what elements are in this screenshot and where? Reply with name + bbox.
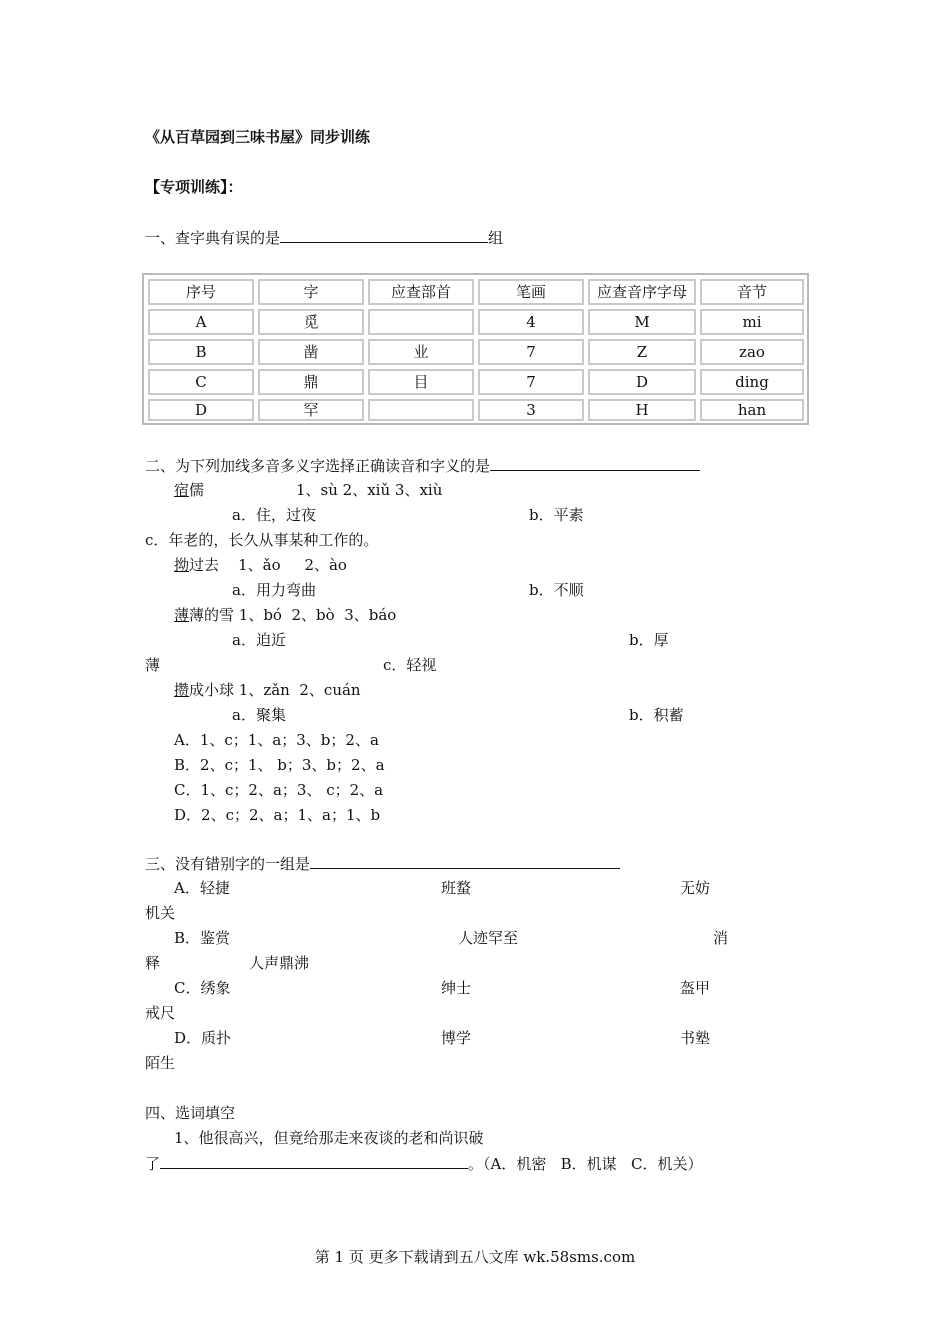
q2-item-3-meaning-b: b．厚 bbox=[629, 631, 669, 649]
q3-option-a-word: 班蝥 bbox=[441, 879, 472, 897]
answer-blank[interactable] bbox=[310, 853, 620, 869]
table-header-cell: 音节 bbox=[700, 279, 804, 305]
underlined-char: 薄 bbox=[174, 606, 190, 624]
q3-option-a-word: 无妨 bbox=[680, 879, 711, 897]
q2-item-3-meaning-b-cont: 薄 bbox=[145, 656, 161, 674]
q2-item-4-meaning-b: b．积蓄 bbox=[629, 706, 684, 724]
q2-item-1 bbox=[174, 480, 204, 500]
q3-option-a-word: 机关 bbox=[145, 904, 176, 922]
q2-item-2-meaning-a: a．用力弯曲 bbox=[232, 581, 316, 599]
question-1-suffix: 组 bbox=[488, 229, 504, 247]
table-header-cell: 字 bbox=[258, 279, 364, 305]
table-cell: 3 bbox=[478, 399, 584, 421]
page-footer: 第 1 页 更多下载请到五八文库 wk.58sms.com bbox=[314, 1248, 636, 1266]
q3-option-b-word: 释 bbox=[145, 954, 161, 972]
table-cell: 目 bbox=[368, 369, 474, 395]
table-cell: 7 bbox=[478, 369, 584, 395]
table-cell: C bbox=[148, 369, 254, 395]
underlined-char: 拗 bbox=[174, 556, 190, 574]
answer-blank[interactable] bbox=[280, 227, 488, 243]
table-header-cell: 笔画 bbox=[478, 279, 584, 305]
q3-option-c[interactable]: C．绣象 bbox=[174, 979, 231, 997]
q2-item-2 bbox=[174, 555, 347, 575]
section-heading: 【专项训练】： bbox=[145, 178, 243, 196]
q2-item-3 bbox=[174, 605, 396, 625]
q3-option-b-word: 人声鼎沸 bbox=[249, 954, 310, 972]
table-header-cell: 序号 bbox=[148, 279, 254, 305]
q2-option-c[interactable]: C．1、c；2、a；3、 c；2、a bbox=[174, 781, 384, 799]
q2-item-1-meaning-c: c．年老的，长久从事某种工作的。 bbox=[145, 531, 379, 549]
question-4-line-2-start: 了 bbox=[145, 1155, 161, 1173]
q3-option-c-word: 绅士 bbox=[441, 979, 472, 997]
table-cell: H bbox=[588, 399, 696, 421]
page-title: 《从百草园到三味书屋》同步训练 bbox=[145, 128, 371, 146]
question-1 bbox=[145, 227, 503, 248]
table-cell bbox=[368, 309, 474, 335]
table-cell bbox=[368, 399, 474, 421]
question-4-line-2 bbox=[145, 1153, 702, 1174]
table-cell: mi bbox=[700, 309, 804, 335]
q2-item-3-word: 薄的雪 1、bó 2、bò 3、báo bbox=[189, 606, 397, 624]
q2-item-4-meaning-a: a．聚集 bbox=[232, 706, 286, 724]
answer-blank[interactable] bbox=[160, 1153, 468, 1169]
q2-option-a[interactable]: A．1、c；1、a；3、b；2、a bbox=[174, 731, 379, 749]
q3-option-d-word: 陌生 bbox=[145, 1054, 176, 1072]
question-4-line-1: 1、他很高兴，但竟给那走来夜谈的老和尚识破 bbox=[174, 1129, 484, 1147]
table-cell: A bbox=[148, 309, 254, 335]
table-cell: 罕 bbox=[258, 399, 364, 421]
table-cell: han bbox=[700, 399, 804, 421]
table-cell: 凿 bbox=[258, 339, 364, 365]
q2-item-2-word: 过去 1、ǎo 2、ào bbox=[189, 556, 347, 574]
table-cell: B bbox=[148, 339, 254, 365]
table-cell: 业 bbox=[368, 339, 474, 365]
table-cell: 7 bbox=[478, 339, 584, 365]
q3-option-c-word: 戒尺 bbox=[145, 1004, 176, 1022]
table-header-cell: 应查音序字母 bbox=[588, 279, 696, 305]
q3-option-a[interactable]: A．轻捷 bbox=[174, 879, 230, 897]
table-cell: zao bbox=[700, 339, 804, 365]
table-header-cell: 应查部首 bbox=[368, 279, 474, 305]
q3-option-d[interactable]: D．质扑 bbox=[174, 1029, 232, 1047]
q2-item-1-word: 儒 bbox=[189, 481, 205, 499]
answer-blank[interactable] bbox=[490, 455, 700, 471]
q2-item-1-meaning-a: a．住，过夜 bbox=[232, 506, 316, 524]
question-1-prompt: 一、查字典有误的是 bbox=[145, 229, 281, 247]
question-3 bbox=[145, 853, 620, 874]
q2-item-1-pronunciations: 1、sù 2、xiǔ 3、xiù bbox=[296, 481, 443, 499]
question-3-prompt: 三、没有错别字的一组是 bbox=[145, 855, 311, 873]
q3-option-d-word: 博学 bbox=[441, 1029, 472, 1047]
q2-item-4 bbox=[174, 680, 361, 700]
table-cell: 觅 bbox=[258, 309, 364, 335]
table-cell: D bbox=[148, 399, 254, 421]
table-cell: Z bbox=[588, 339, 696, 365]
question-2 bbox=[145, 455, 700, 476]
dictionary-table bbox=[142, 273, 809, 425]
q2-item-3-meaning-c: c．轻视 bbox=[383, 656, 437, 674]
q2-item-2-meaning-b: b．不顺 bbox=[529, 581, 584, 599]
question-4-prompt: 四、选词填空 bbox=[145, 1104, 236, 1122]
q3-option-c-word: 盔甲 bbox=[680, 979, 711, 997]
question-2-prompt: 二、为下列加线多音多义字选择正确读音和字义的是 bbox=[145, 457, 491, 475]
table-cell: 鼎 bbox=[258, 369, 364, 395]
q2-item-3-meaning-a: a．迫近 bbox=[232, 631, 286, 649]
table-cell: ding bbox=[700, 369, 804, 395]
q3-option-b[interactable]: B．鉴赏 bbox=[174, 929, 231, 947]
q3-option-b-word: 消 bbox=[713, 929, 729, 947]
question-4-choices: 。（A．机密 B．机谋 C．机关） bbox=[468, 1155, 703, 1173]
table-cell: M bbox=[588, 309, 696, 335]
q2-item-4-word: 成小球 1、zǎn 2、cuán bbox=[189, 681, 361, 699]
q3-option-d-word: 书塾 bbox=[680, 1029, 711, 1047]
q2-option-b[interactable]: B．2、c；1、 b；3、b；2、a bbox=[174, 756, 385, 774]
q2-option-d[interactable]: D．2、c；2、a；1、a；1、b bbox=[174, 806, 381, 824]
underlined-char: 攒 bbox=[174, 681, 190, 699]
table-cell: 4 bbox=[478, 309, 584, 335]
underlined-char: 宿 bbox=[174, 481, 190, 499]
q3-option-b-word: 人迹罕至 bbox=[458, 929, 519, 947]
table-cell: D bbox=[588, 369, 696, 395]
q2-item-1-meaning-b: b．平素 bbox=[529, 506, 584, 524]
